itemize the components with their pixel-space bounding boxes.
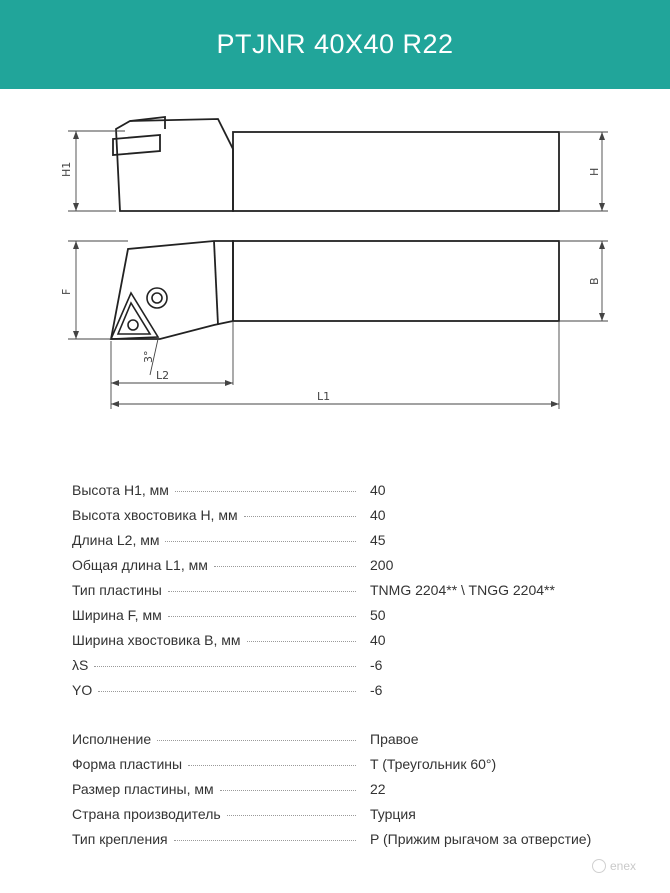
dim-l1-label: L1 [317,390,331,403]
dim-b-label: B [588,277,601,285]
spec-row [72,557,632,582]
dim-angle-label: 3° [142,350,155,363]
spec-row [72,507,632,532]
spec-table [72,482,632,856]
spec-value: -6 [370,682,383,698]
spec-row [72,781,632,806]
spec-row [72,657,632,682]
spec-value: 200 [370,557,394,573]
dim-l2-label: L2 [156,369,170,382]
spec-label: Форма пластины [72,756,183,772]
spec-label: Тип крепления [72,831,168,847]
side-view-shank [233,132,559,211]
spec-value: 40 [370,482,386,498]
spec-group-dimensions [72,482,632,707]
spec-value: 40 [370,632,386,648]
spec-row [72,831,632,856]
spec-label: λS [72,657,89,673]
spec-label: Ширина хвостовика B, мм [72,632,241,648]
spec-label: Размер пластины, мм [72,781,214,797]
spec-value: 22 [370,781,386,797]
side-view-head [116,119,233,211]
spec-value: P (Прижим рыгачом за отверстие) [370,831,592,847]
spec-value: Правое [370,731,419,747]
spec-row [72,632,632,657]
spec-label: Страна производитель [72,806,221,822]
spec-row [72,582,632,607]
spec-row [72,756,632,781]
spec-value: Турция [370,806,416,822]
enex-logo [592,859,636,873]
spec-label: Исполнение [72,731,152,747]
enex-logo-icon [592,859,606,873]
spec-label: Общая длина L1, мм [72,557,208,573]
dim-f-label: F [60,288,73,295]
spec-label: Высота H1, мм [72,482,169,498]
dim-h1-label: H1 [60,161,73,177]
page-title: PTJNR 40X40 R22 [216,29,454,59]
spec-value: 50 [370,607,386,623]
spec-value: 40 [370,507,386,523]
spec-group-general [72,731,632,856]
tool-drawing [0,89,670,429]
page-header [0,0,670,89]
spec-value: 45 [370,532,386,548]
spec-row [72,731,632,756]
spec-label: Ширина F, мм [72,607,162,623]
spec-row [72,607,632,632]
spec-label: Длина L2, мм [72,532,160,548]
spec-label: Высота хвостовика H, мм [72,507,238,523]
dim-h-label: H [588,167,601,176]
top-view-shank [233,241,559,321]
spec-label: YO [72,682,93,698]
spec-row [72,806,632,831]
spec-row [72,682,632,707]
spec-row [72,532,632,557]
spec-value: -6 [370,657,383,673]
spec-label: Тип пластины [72,582,162,598]
side-view-insert [113,135,160,155]
spec-value: T (Треугольник 60°) [370,756,497,772]
spec-row [72,482,632,507]
logo-text: enex [610,859,637,873]
spec-value: TNMG 2204** \ TNGG 2204** [370,582,555,598]
